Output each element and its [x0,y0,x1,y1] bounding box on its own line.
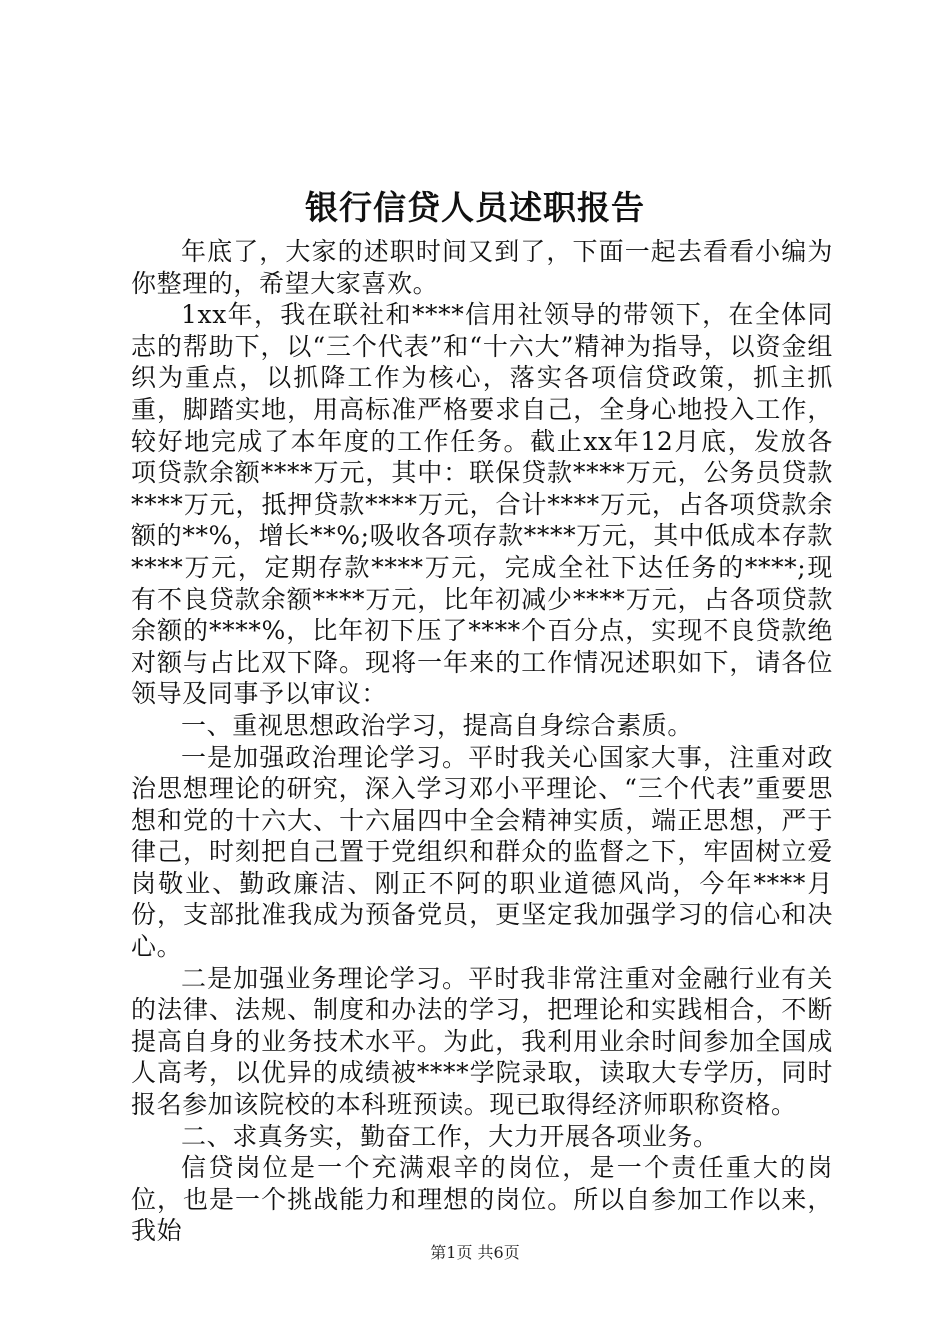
paragraph-summary: 1xx年，我在联社和****信用社领导的带领下，在全体同志的帮助下，以“三个代表”和“十六大”精神为指导，以资金组织为重点，以抓降工作为核心，落实各项信贷政策，抓主抓重，脚踏实地，用高标准严格要求自己，全身心地投入工作，较好地完成了本年度的工作任务。截止xx年12月底，发放各项贷款余额****万元，其中：联保贷款****万元，公务员贷款****万元，抵押贷款****万元，合计****万元，占各项贷款余额的**%，增长**%;吸收各项存款****万元，其中低成本存款****万元，定期存款****万元，完成全社下达任务的****;现有不良贷款余额****万元，比年初减少****万元，占各项贷款余额的****%，比年初下压了****个百分点，实现不良贷款绝对额与占比双下降。现将一年来的工作情况述职如下，请各位领导及同事予以审议： [131,300,833,709]
document-body [131,236,833,1247]
paragraph-intro: 年底了，大家的述职时间又到了，下面一起去看看小编为你整理的，希望大家喜欢。 [131,237,833,298]
paragraph-credit-post: 信贷岗位是一个充满艰辛的岗位，是一个责任重大的岗位，也是一个挑战能力和理想的岗位。所以自参加工作以来，我始 [131,1153,833,1246]
section-heading-1: 一、重视思想政治学习，提高自身综合素质。 [181,710,694,740]
paragraph-political-study: 一是加强政治理论学习。平时我关心国家大事，注重对政治思想理论的研究，深入学习邓小平理论、“三个代表”重要思想和党的十六大、十六届四中全会精神实质，端正思想，严于律己，时刻把自己置于党组织和群众的监督之下，牢固树立爱岗敬业、勤政廉洁、刚正不阿的职业道德风尚，今年****月份，支部批准我成为预备党员，更坚定我加强学习的信心和决心。 [131,742,833,962]
page-footer: 第1页 共6页 [430,1243,520,1262]
section-heading-2: 二、求真务实，勤奋工作，大力开展各项业务。 [181,1121,719,1151]
document-title: 银行信贷人员述职报告 [305,188,645,227]
paragraph-business-study: 二是加强业务理论学习。平时我非常注重对金融行业有关的法律、法规、制度和办法的学习，把理论和实践相合，不断提高自身的业务技术水平。为此，我利用业余时间参加全国成人高考，以优异的成绩被****学院录取，读取大专学历，同时报名参加该院校的本科班预读。现已取得经济师职称资格。 [131,963,833,1120]
